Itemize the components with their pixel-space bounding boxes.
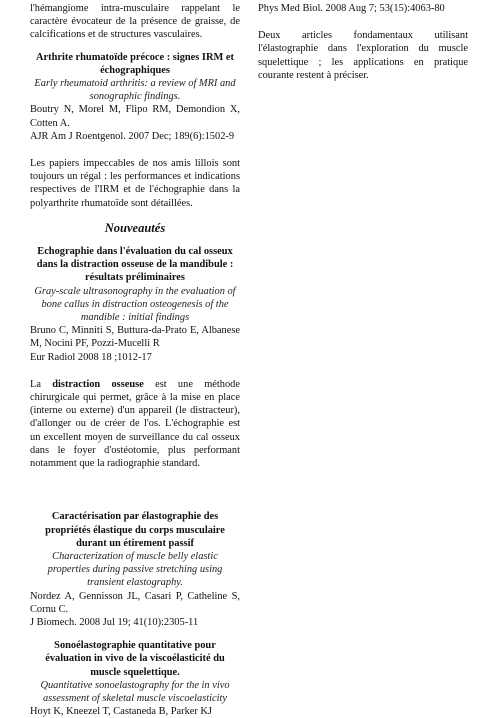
article-title: Echographie dans l'évaluation du cal osseux dans la distraction osseuse de la mandibule : résultats préliminaires	[36, 246, 234, 284]
article-authors: Nordez A, Gennisson JL, Casari P, Catheline S, Cornu C.	[30, 590, 240, 615]
comment-lead: La	[30, 378, 53, 390]
right-column	[258, 0, 468, 82]
section-heading: Nouveautés	[104, 220, 166, 235]
left-column	[30, 0, 240, 718]
comment-bold-term: distraction osseuse	[52, 378, 144, 390]
article-title: Sonoélastographie quantitative pour évaluation in vivo de la viscoélasticité du muscle squelettique.	[45, 640, 225, 678]
article-subtitle: Early rheumatoid arthritis: a review of MRI and sonographic findings.	[34, 78, 236, 103]
article-comment: Les papiers impeccables de nos amis lillois sont toujours un régal : les performances et indications respectives de l'IRM et de l'échographie dans la polyarthrite rhumatoïde sont détaillées.	[30, 158, 240, 209]
article-reference: J Biomech. 2008 Jul 19; 41(10):2305-11	[30, 616, 199, 628]
article-comment	[30, 378, 240, 470]
article-title: Caractérisation par élastographie des propriétés élastique du corps musculaire durant un étirement passif	[45, 511, 225, 549]
article-authors: Bruno C, Minniti S, Buttura-da-Prato E, Albanese M, Nocini PF, Pozzi-Mucelli R	[30, 325, 240, 350]
article-subtitle: Gray-scale ultrasonography in the evaluation of bone callus in distraction osteogenesis of the mandible : initial findings	[34, 285, 236, 324]
article-authors: Boutry N, Morel M, Flipo RM, Demondion X, Cotten A.	[30, 104, 240, 129]
article-subtitle: Quantitative sonoelastography for the in vivo assessment of skeletal muscle viscoelasticity	[40, 679, 230, 704]
comment-rest: est une méthode chirurgicale qui permet, grâce à la mise en place (interne ou externe) d'un appareil (le distracteur), d'allonger ou de créer de l'os. L'échographie est un excellent moyen de surveillance du cal osseux dans le foyer d'ostéotomie, plus performant notamment que la radiographie standard.	[30, 378, 240, 470]
intro-paragraph: l'hémangiome intra-musculaire rappelant le caractère évocateur de la présence de graisse, de calcifications et de structures vasculaires.	[30, 3, 240, 41]
article-reference: Phys Med Biol. 2008 Aug 7; 53(15):4063-80	[258, 3, 445, 14]
article-subtitle: Characterization of muscle belly elastic properties during passive stretching using transient elastography.	[47, 550, 223, 589]
article-authors: Hoyt K, Kneezel T, Castaneda B, Parker KJ	[30, 706, 212, 718]
article-comment: Deux articles fondamentaux utilisant l'élastographie dans l'exploration du muscle squelettique ; les applications en pratique courante restent à préciser.	[258, 30, 468, 81]
article-title: Arthrite rhumatoïde précoce : signes IRM et échographiques	[36, 51, 234, 76]
article-reference: AJR Am J Roentgenol. 2007 Dec; 189(6):1502-9	[30, 130, 235, 142]
article-reference: Eur Radiol 2008 18 ;1012-17	[30, 351, 152, 363]
